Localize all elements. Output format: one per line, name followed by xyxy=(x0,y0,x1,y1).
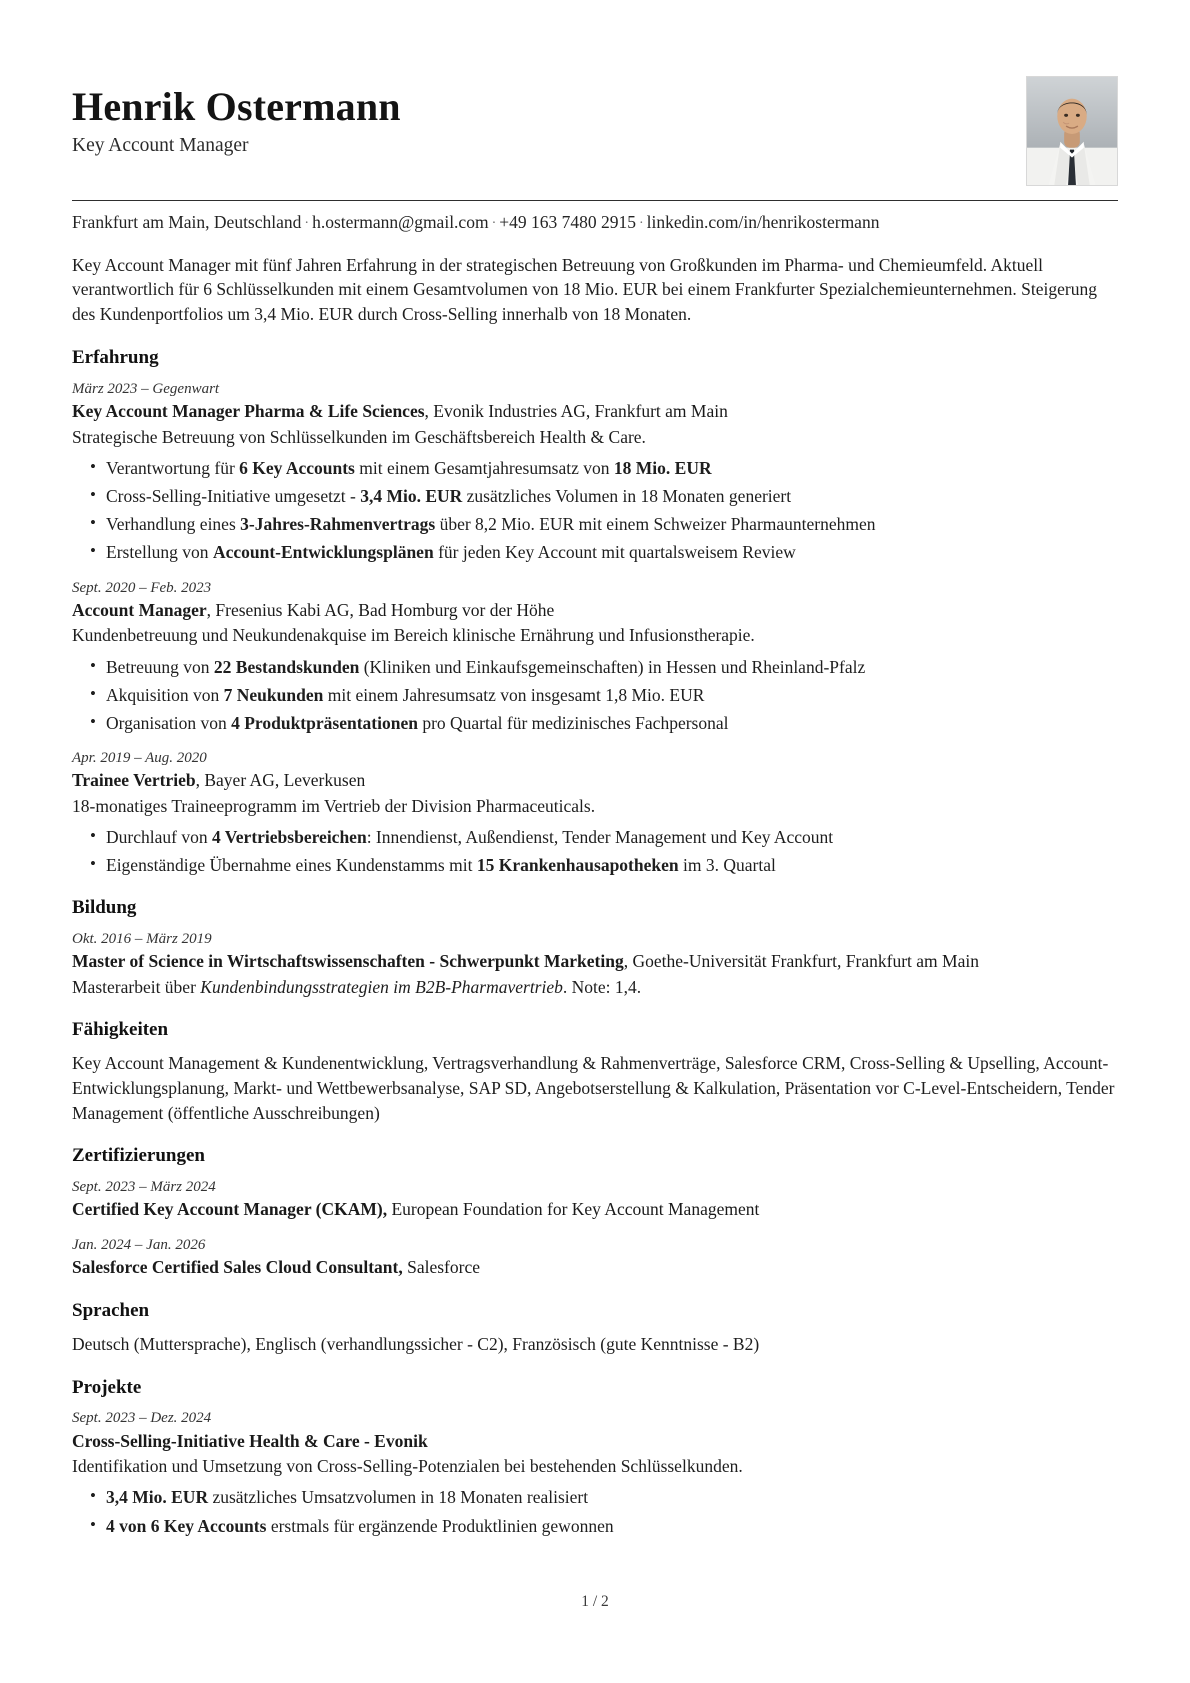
bullet-text: erstmals für ergänzende Produktlinien gewonnen xyxy=(266,1515,614,1536)
section-title-skills: Fähigkeiten xyxy=(72,1019,169,1041)
certification-entries xyxy=(72,1177,1118,1280)
contact-email[interactable]: h.ostermann@gmail.com xyxy=(312,212,489,232)
experience-company: , Bayer AG, Leverkusen xyxy=(195,770,366,791)
certification-date: Sept. 2023 – März 2024 xyxy=(72,1179,216,1196)
bullet-text: Betreuung von xyxy=(106,656,214,677)
bullet-text: pro Quartal für medizinisches Fachpersonal xyxy=(417,712,729,733)
achievement-list xyxy=(72,655,1118,735)
achievement-item xyxy=(72,825,1118,849)
education-institution: , Goethe-Universität Frankfurt, Frankfurt am Main xyxy=(623,951,979,972)
bullet-text: Organisation von xyxy=(106,712,232,733)
bullet-text: für jeden Key Account mit quartalsweisem Review xyxy=(433,542,796,563)
section-education xyxy=(72,897,1118,999)
project-entries xyxy=(72,1408,1118,1537)
certification-name-line xyxy=(72,1198,1118,1222)
experience-company: , Evonik Industries AG, Frankfurt am Main xyxy=(424,401,728,422)
experience-role-line xyxy=(72,400,1118,424)
experience-entry xyxy=(72,578,1118,735)
certification-entry xyxy=(72,1177,1118,1222)
contact-linkedin[interactable]: linkedin.com/in/henrikostermann xyxy=(646,212,880,232)
bullet-emphasis: 18 Mio. EUR xyxy=(613,457,712,478)
achievement-item xyxy=(72,484,1118,508)
certification-name: Certified Key Account Manager (CKAM), xyxy=(72,1199,388,1220)
header-divider xyxy=(72,200,1118,201)
achievement-item xyxy=(72,1485,1118,1509)
bullet-text: Durchlauf von xyxy=(106,826,212,847)
portrait-photo xyxy=(1026,76,1118,186)
bullet-text: Akquisition von xyxy=(106,684,224,705)
education-degree: Master of Science in Wirtschaftswissenschaften - Schwerpunkt Marketing xyxy=(72,951,624,972)
achievement-item xyxy=(72,540,1118,564)
thesis-grade: . Note: 1,4. xyxy=(562,976,642,997)
bullet-emphasis: 3,4 Mio. EUR xyxy=(106,1487,209,1508)
section-skills xyxy=(72,1019,1118,1125)
candidate-headline: Key Account Manager xyxy=(72,135,249,156)
professional-summary: Key Account Manager mit fünf Jahren Erfahrung in der strategischen Betreuung von Großkunden im Pharma- und Chemieumfeld. Aktuell verantwortlich für 6 Schlüsselkunden mit einem Gesamtvolumen von 18 Mio. EUR bei einem Frankfurter Spezialchemieunternehmen. Steigerung des Kundenportfolios um 3,4 Mio. EUR durch Cross-Selling innerhalb von 18 Monaten. xyxy=(72,254,1097,325)
section-title-projects: Projekte xyxy=(72,1376,142,1398)
experience-company: , Fresenius Kabi AG, Bad Homburg vor der Höhe xyxy=(206,599,555,620)
bullet-text: Verantwortung für xyxy=(106,457,240,478)
bullet-text: : Innendienst, Außendienst, Tender Management und Key Account xyxy=(366,826,834,847)
achievement-item xyxy=(72,512,1118,536)
experience-role: Trainee Vertrieb xyxy=(72,770,196,791)
contact-location: Frankfurt am Main, Deutschland xyxy=(72,212,302,232)
section-title-education: Bildung xyxy=(72,897,137,919)
bullet-emphasis: 4 von 6 Key Accounts xyxy=(106,1515,267,1536)
bullet-text: mit einem Jahresumsatz von insgesamt 1,8 Mio. EUR xyxy=(323,684,705,705)
languages-text: Deutsch (Muttersprache), Englisch (verhandlungssicher - C2), Französisch (gute Kenntnisse - B2) xyxy=(72,1333,760,1354)
experience-description: 18-monatiges Traineeprogramm im Vertrieb der Division Pharmaceuticals. xyxy=(72,795,596,816)
achievement-item xyxy=(72,655,1118,679)
education-degree-line xyxy=(72,950,1118,974)
certification-issuer: European Foundation for Key Account Management xyxy=(387,1199,760,1220)
achievement-item xyxy=(72,711,1118,735)
thesis-prefix: Masterarbeit über xyxy=(72,976,201,997)
project-entry xyxy=(72,1408,1118,1537)
certification-issuer: Salesforce xyxy=(402,1257,480,1278)
experience-description: Strategische Betreuung von Schlüsselkunden im Geschäftsbereich Health & Care. xyxy=(72,426,646,447)
certification-name-line xyxy=(72,1256,1118,1280)
experience-date: Apr. 2019 – Aug. 2020 xyxy=(72,749,207,766)
bullet-emphasis: 4 Produktpräsentationen xyxy=(231,712,418,733)
thesis-title: Kundenbindungsstrategien im B2B-Pharmavertrieb xyxy=(200,976,563,997)
portrait-illustration xyxy=(1027,77,1117,185)
section-title-experience: Erfahrung xyxy=(72,347,159,369)
skills-text: Key Account Management & Kundenentwicklung, Vertragsverhandlung & Rahmenverträge, Salesforce CRM, Cross-Selling & Upselling, Account-Entwicklungsplanung, Markt- und Wettbewerbsanalyse, SAP SD, Angebotserstellung & Kalkulation, Präsentation vor C-Level-Entscheidern, Tender Management (öffentliche Ausschreibungen) xyxy=(72,1052,1115,1123)
contact-phone[interactable]: +49 163 7480 2915 xyxy=(499,212,636,232)
project-description: Identifikation und Umsetzung von Cross-Selling-Potenzialen bei bestehenden Schlüsselkunden. xyxy=(72,1456,743,1477)
bullet-emphasis: 7 Neukunden xyxy=(223,684,324,705)
achievement-list xyxy=(72,1485,1118,1537)
experience-entry xyxy=(72,379,1118,565)
bullet-text: im 3. Quartal xyxy=(678,855,776,876)
bullet-emphasis: 3-Jahres-Rahmenvertrags xyxy=(240,514,436,535)
certification-date: Jan. 2024 – Jan. 2026 xyxy=(72,1237,206,1254)
bullet-text: zusätzliches Volumen in 18 Monaten generiert xyxy=(462,486,792,507)
section-title-certifications: Zertifizierungen xyxy=(72,1145,205,1167)
contact-line xyxy=(72,211,1118,235)
bullet-text: zusätzliches Umsatzvolumen in 18 Monaten realisiert xyxy=(208,1487,589,1508)
education-date: Okt. 2016 – März 2019 xyxy=(72,931,212,948)
achievement-item xyxy=(72,1514,1118,1538)
achievement-list xyxy=(72,825,1118,877)
project-name-line xyxy=(72,1430,1118,1454)
section-certifications xyxy=(72,1145,1118,1280)
project-name: Cross-Selling-Initiative Health & Care - Evonik xyxy=(72,1430,428,1451)
achievement-list xyxy=(72,456,1118,565)
certification-entry xyxy=(72,1235,1118,1280)
bullet-text: mit einem Gesamtjahresumsatz von xyxy=(354,457,614,478)
section-projects xyxy=(72,1377,1118,1538)
page-indicator: 1 / 2 xyxy=(581,1593,609,1610)
contact-separator: · xyxy=(304,216,310,231)
bullet-emphasis: 15 Krankenhausapotheken xyxy=(476,855,679,876)
bullet-emphasis: Account-Entwicklungsplänen xyxy=(212,542,434,563)
certification-name: Salesforce Certified Sales Cloud Consultant, xyxy=(72,1257,403,1278)
bullet-text: Eigenständige Übernahme eines Kundenstamms mit xyxy=(106,855,477,876)
bullet-emphasis: 6 Key Accounts xyxy=(239,457,355,478)
experience-entries xyxy=(72,379,1118,877)
education-thesis xyxy=(72,975,1118,999)
section-experience xyxy=(72,347,1118,877)
experience-role-line xyxy=(72,769,1118,793)
education-entry xyxy=(72,929,1118,999)
resume-header xyxy=(72,76,1118,186)
achievement-item xyxy=(72,456,1118,480)
header-text-block xyxy=(72,76,401,157)
experience-role-line xyxy=(72,599,1118,623)
achievement-item xyxy=(72,853,1118,877)
bullet-text: über 8,2 Mio. EUR mit einem Schweizer Pharmaunternehmen xyxy=(435,514,876,535)
page-footer xyxy=(0,1593,1190,1611)
bullet-text: (Kliniken und Einkaufsgemeinschaften) in Hessen und Rheinland-Pfalz xyxy=(359,656,866,677)
bullet-emphasis: 22 Bestandskunden xyxy=(213,656,360,677)
bullet-text: Verhandlung eines xyxy=(106,514,241,535)
section-title-languages: Sprachen xyxy=(72,1299,150,1321)
bullet-emphasis: 4 Vertriebsbereichen xyxy=(211,826,367,847)
experience-description: Kundenbetreuung und Neukundenakquise im Bereich klinische Ernährung und Infusionstherapie. xyxy=(72,625,755,646)
experience-date: März 2023 – Gegenwart xyxy=(72,380,220,397)
contact-separator: · xyxy=(491,216,497,231)
contact-separator: · xyxy=(638,216,644,231)
achievement-item xyxy=(72,683,1118,707)
bullet-text: Erstellung von xyxy=(106,542,213,563)
bullet-emphasis: 3,4 Mio. EUR xyxy=(360,486,463,507)
experience-role: Account Manager xyxy=(72,599,207,620)
experience-role: Key Account Manager Pharma & Life Sciences xyxy=(72,401,425,422)
experience-date: Sept. 2020 – Feb. 2023 xyxy=(72,579,212,596)
experience-entry xyxy=(72,748,1118,877)
candidate-name: Henrik Ostermann xyxy=(72,84,401,129)
project-date: Sept. 2023 – Dez. 2024 xyxy=(72,1410,212,1427)
section-languages xyxy=(72,1300,1118,1357)
bullet-text: Cross-Selling-Initiative umgesetzt - xyxy=(106,486,361,507)
